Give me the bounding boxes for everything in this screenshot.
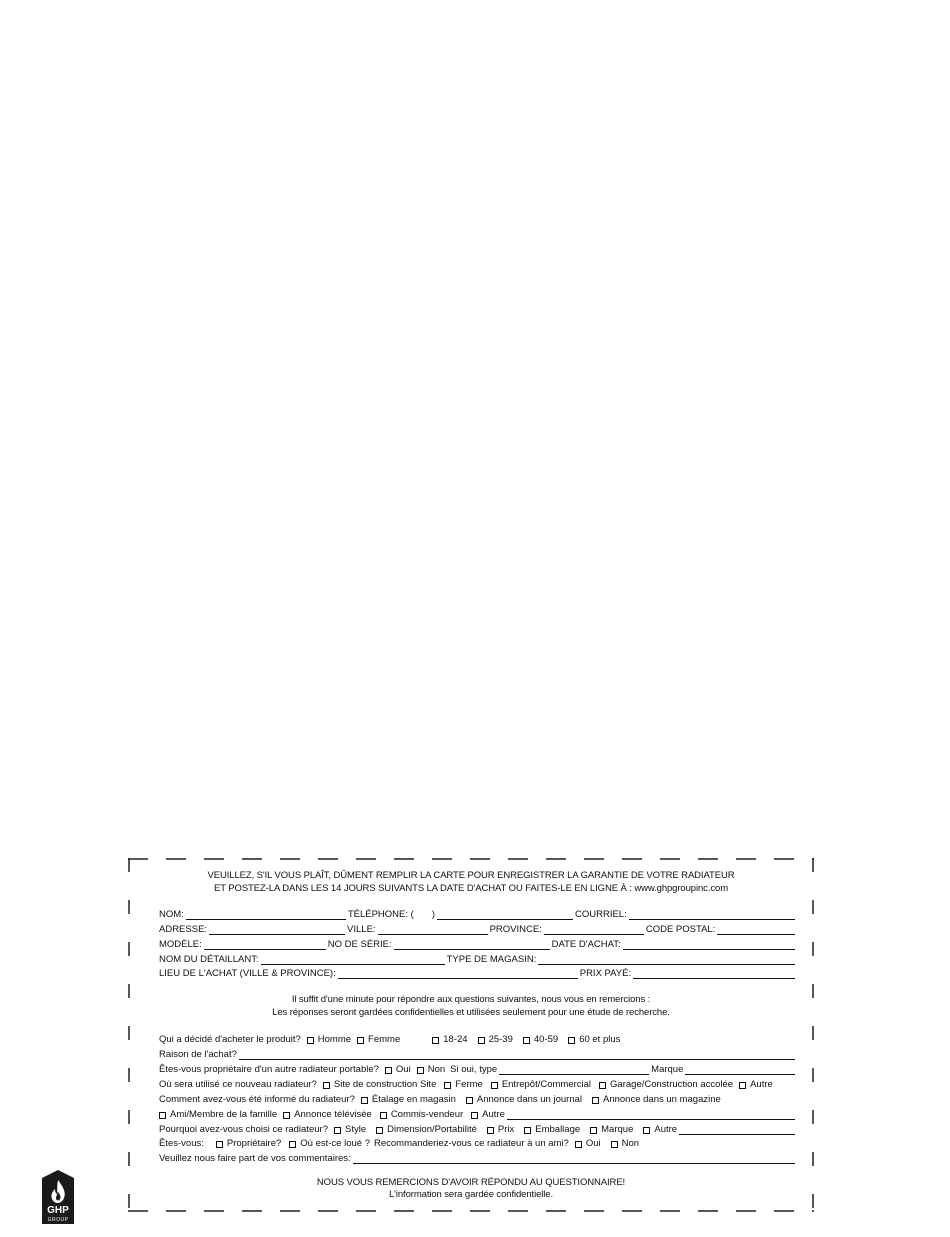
checkbox[interactable] bbox=[376, 1127, 383, 1134]
card-footer-line1: NOUS VOUS REMERCIONS D'AVOIR RÉPONDU AU QUESTIONNAIRE! bbox=[316, 1177, 626, 1188]
q6-label: Pourquoi avez-vous choisi ce radiateur? bbox=[159, 1124, 328, 1135]
label-nom: NOM: bbox=[159, 909, 184, 920]
q7-label: Êtes-vous: bbox=[159, 1138, 204, 1149]
label-detaillant: NOM DU DÉTAILLANT: bbox=[159, 954, 259, 965]
input-province[interactable] bbox=[544, 925, 644, 935]
q5-option-ami[interactable]: Ami/Membre de la famille bbox=[159, 1109, 277, 1121]
q3-option-non[interactable]: Non bbox=[417, 1064, 445, 1076]
q7-recommend-label: Recommanderiez-vous ce radiateur à un ami? bbox=[374, 1138, 569, 1149]
q3-label: Êtes-vous propriétaire d'un autre radiateur portable? bbox=[159, 1064, 379, 1075]
q1-option-homme[interactable]: Homme bbox=[307, 1034, 351, 1046]
q3-marque-label: Marque bbox=[651, 1064, 684, 1075]
q4-option-entrepot[interactable]: Entrepôt/Commercial bbox=[491, 1079, 591, 1091]
card-header-line1: VEUILLEZ, S'IL VOUS PLAÎT, DÛMENT REMPLIR LA CARTE POUR ENREGISTRER LA GARANTIE DE VOTRE RADIATEUR bbox=[207, 870, 735, 881]
label-date-achat: DATE D'ACHAT: bbox=[551, 939, 621, 950]
input-courriel[interactable] bbox=[629, 910, 795, 920]
checkbox[interactable] bbox=[590, 1127, 597, 1134]
checkbox[interactable] bbox=[385, 1067, 392, 1074]
q5-option-tele[interactable]: Annonce télévisée bbox=[283, 1109, 372, 1121]
q5-option-commis[interactable]: Commis-vendeur bbox=[380, 1109, 463, 1121]
q6-option-style[interactable]: Style bbox=[334, 1124, 366, 1136]
input-raison-achat[interactable] bbox=[239, 1050, 795, 1060]
q8-label: Veuillez nous faire part de vos commentaires: bbox=[159, 1153, 351, 1164]
survey-intro-line2: Les réponses seront gardées confidentielles et utilisées seulement pour une étude de recherche. bbox=[272, 1007, 670, 1018]
input-telephone[interactable] bbox=[437, 910, 573, 920]
input-prix-paye[interactable] bbox=[633, 969, 795, 979]
checkbox[interactable] bbox=[471, 1112, 478, 1119]
question-source bbox=[159, 1094, 797, 1106]
checkbox[interactable] bbox=[417, 1067, 424, 1074]
checkbox[interactable] bbox=[478, 1037, 485, 1044]
checkbox[interactable] bbox=[357, 1037, 364, 1044]
q5-option-etalage[interactable]: Étalage en magasin bbox=[361, 1094, 456, 1106]
q3-type-label: Si oui, type bbox=[450, 1064, 498, 1075]
label-telephone: TÉLÉPHONE: ( bbox=[347, 909, 414, 920]
q1-option-25-39[interactable]: 25-39 bbox=[478, 1034, 513, 1046]
label-telephone-close: ) bbox=[431, 909, 435, 920]
q6-option-autre[interactable]: Autre bbox=[643, 1124, 677, 1136]
q5-label: Comment avez-vous été informé du radiateur? bbox=[159, 1094, 355, 1105]
checkbox[interactable] bbox=[283, 1112, 290, 1119]
input-type-radiateur[interactable] bbox=[499, 1065, 649, 1075]
checkbox[interactable] bbox=[599, 1082, 606, 1089]
checkbox[interactable] bbox=[307, 1037, 314, 1044]
q6-option-dimension[interactable]: Dimension/Portabilité bbox=[376, 1124, 477, 1136]
checkbox[interactable] bbox=[568, 1037, 575, 1044]
q6-option-prix[interactable]: Prix bbox=[487, 1124, 514, 1136]
input-type-magasin[interactable] bbox=[538, 955, 795, 965]
question-reason bbox=[159, 1049, 797, 1061]
row-purchase-place bbox=[159, 968, 797, 980]
q5-option-magazine[interactable]: Annonce dans un magazine bbox=[592, 1094, 721, 1106]
label-ville: VILLE: bbox=[347, 924, 376, 935]
input-marque-radiateur[interactable] bbox=[685, 1065, 795, 1075]
question-buyer bbox=[159, 1034, 797, 1046]
input-no-serie[interactable] bbox=[394, 940, 550, 950]
label-adresse: ADRESSE: bbox=[159, 924, 208, 935]
checkbox[interactable] bbox=[444, 1082, 451, 1089]
ghp-group-logo bbox=[38, 1168, 78, 1224]
q1-option-18-24[interactable]: 18-24 bbox=[432, 1034, 467, 1046]
q7-option-loue[interactable]: Où est-ce loué ? bbox=[289, 1138, 370, 1150]
checkbox[interactable] bbox=[524, 1127, 531, 1134]
checkbox[interactable] bbox=[216, 1141, 223, 1148]
input-ville[interactable] bbox=[378, 925, 488, 935]
checkbox[interactable] bbox=[592, 1097, 599, 1104]
label-courriel: COURRIEL: bbox=[574, 909, 627, 920]
label-code-postal: CODE POSTAL: bbox=[645, 924, 716, 935]
question-source-more bbox=[159, 1109, 797, 1121]
q4-option-site[interactable]: Site de construction Site bbox=[323, 1079, 436, 1091]
checkbox[interactable] bbox=[380, 1112, 387, 1119]
question-comments bbox=[159, 1153, 797, 1165]
checkbox[interactable] bbox=[466, 1097, 473, 1104]
checkbox[interactable] bbox=[575, 1141, 582, 1148]
checkbox[interactable] bbox=[159, 1112, 166, 1119]
q5-option-autre[interactable]: Autre bbox=[471, 1109, 505, 1121]
checkbox[interactable] bbox=[739, 1082, 746, 1089]
survey-intro-line1: Il suffit d'une minute pour répondre aux questions suivantes, nous vous en remercions : bbox=[291, 994, 651, 1005]
row-name-phone-email bbox=[159, 909, 797, 921]
q1-option-60-plus[interactable]: 60 et plus bbox=[568, 1034, 620, 1046]
q6-option-emballage[interactable]: Emballage bbox=[524, 1124, 580, 1136]
input-modele[interactable] bbox=[204, 940, 326, 950]
card-header-line2: ET POSTEZ-LA DANS LES 14 JOURS SUIVANTS LA DATE D'ACHAT OU FAITES-LE EN LIGNE À : www.ghpgroupinc.com bbox=[213, 883, 729, 894]
checkbox[interactable] bbox=[643, 1127, 650, 1134]
input-lieu-achat[interactable] bbox=[338, 969, 578, 979]
logo-text-sub: GROUP bbox=[47, 1217, 69, 1223]
input-date-achat[interactable] bbox=[623, 940, 795, 950]
input-nom[interactable] bbox=[186, 910, 346, 920]
label-modele: MODÈLE: bbox=[159, 939, 202, 950]
q4-option-autre[interactable]: Autre bbox=[739, 1079, 773, 1091]
input-detaillant[interactable] bbox=[261, 955, 445, 965]
input-adresse[interactable] bbox=[209, 925, 345, 935]
q4-label: Où sera utilisé ce nouveau radiateur? bbox=[159, 1079, 317, 1090]
label-province: PROVINCE: bbox=[489, 924, 542, 935]
q2-label: Raison de l'achat? bbox=[159, 1049, 237, 1060]
q5-option-journal[interactable]: Annonce dans un journal bbox=[466, 1094, 582, 1106]
question-usage bbox=[159, 1079, 797, 1091]
checkbox[interactable] bbox=[334, 1127, 341, 1134]
q4-option-ferme[interactable]: Ferme bbox=[444, 1079, 482, 1091]
input-commentaires[interactable] bbox=[353, 1154, 795, 1164]
label-type-magasin: TYPE DE MAGASIN: bbox=[446, 954, 537, 965]
label-prix-paye: PRIX PAYÉ: bbox=[579, 968, 632, 979]
q1-label: Qui a décidé d'acheter le produit? bbox=[159, 1034, 301, 1045]
q1-option-40-59[interactable]: 40-59 bbox=[523, 1034, 558, 1046]
checkbox[interactable] bbox=[432, 1037, 439, 1044]
input-code-postal[interactable] bbox=[717, 925, 795, 935]
checkbox[interactable] bbox=[323, 1082, 330, 1089]
logo-text-main: GHP bbox=[47, 1205, 69, 1216]
checkbox[interactable] bbox=[487, 1127, 494, 1134]
row-model bbox=[159, 939, 797, 951]
question-why bbox=[159, 1124, 797, 1136]
label-no-serie: NO DE SÉRIE: bbox=[327, 939, 392, 950]
q4-option-garage[interactable]: Garage/Construction accolée bbox=[599, 1079, 733, 1091]
checkbox[interactable] bbox=[289, 1141, 296, 1148]
checkbox[interactable] bbox=[491, 1082, 498, 1089]
input-why-autre[interactable] bbox=[679, 1125, 795, 1135]
checkbox[interactable] bbox=[523, 1037, 530, 1044]
q7-reco-oui[interactable]: Oui bbox=[575, 1138, 601, 1150]
q7-option-proprietaire[interactable]: Propriétaire? bbox=[216, 1138, 281, 1150]
row-address bbox=[159, 924, 797, 936]
question-status bbox=[159, 1138, 797, 1150]
checkbox[interactable] bbox=[361, 1097, 368, 1104]
input-source-autre[interactable] bbox=[507, 1110, 795, 1120]
question-owner bbox=[159, 1064, 797, 1076]
label-lieu-achat: LIEU DE L'ACHAT (VILLE & PROVINCE): bbox=[159, 968, 336, 979]
q7-reco-non[interactable]: Non bbox=[611, 1138, 639, 1150]
q3-option-oui[interactable]: Oui bbox=[385, 1064, 411, 1076]
q6-option-marque[interactable]: Marque bbox=[590, 1124, 633, 1136]
row-retailer bbox=[159, 954, 797, 966]
checkbox[interactable] bbox=[611, 1141, 618, 1148]
card-footer-line2: L'information sera gardée confidentielle. bbox=[388, 1189, 554, 1200]
q1-option-femme[interactable]: Femme bbox=[357, 1034, 400, 1046]
